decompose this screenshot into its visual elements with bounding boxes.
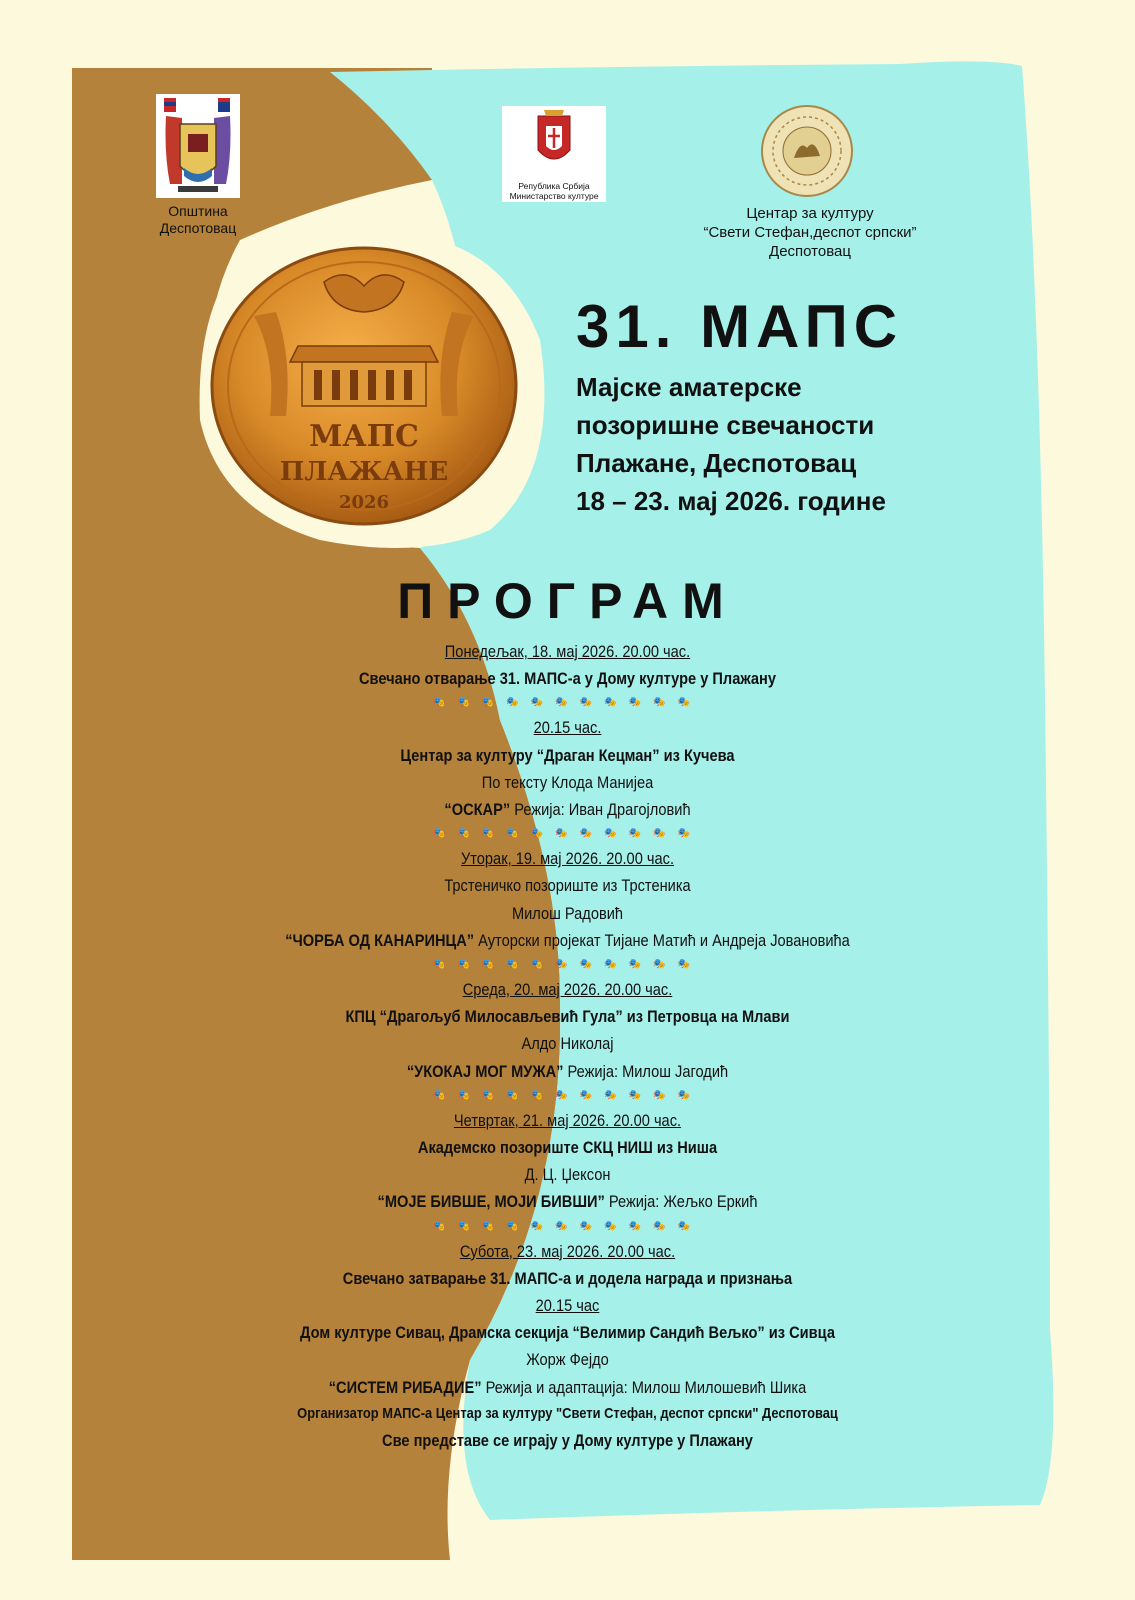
day2-date: Уторак, 19. мај 2026. 20.00 час.: [460, 849, 675, 869]
coin-line-3: 2026: [338, 492, 390, 513]
organizer-note: Организатор МАПС-а Центар за културу "Свети Стефан, деспот српски" Деспотовац: [297, 1404, 838, 1422]
day2-credit: Ауторски пројекат Тијане Матић и Андреја Јовановића: [474, 930, 850, 950]
day1-play-title: “ОСКАР”: [444, 800, 511, 820]
day5-author: Жорж Фејдо: [526, 1350, 609, 1370]
mask-divider: 🎭🎭🎭🎭🎭🎭🎭🎭🎭🎭🎭: [433, 1089, 702, 1101]
day4-play-line: [79, 1188, 1055, 1215]
coin-line-1: МАПС: [309, 419, 419, 454]
festival-title-block: [576, 292, 1016, 520]
day4-troupe: Академско позориште СКЦ НИШ из Ниша: [417, 1138, 718, 1158]
festival-coin-emblem: [206, 246, 526, 536]
municipality-coat-of-arms-icon: [156, 94, 240, 198]
mask-divider: 🎭🎭🎭🎭🎭🎭🎭🎭🎭🎭🎭: [433, 1220, 702, 1232]
page-title: 31. МАПС: [576, 293, 904, 360]
day2-troupe: Трстеничко позориште из Трстеника: [444, 876, 691, 896]
day5-play-title: “СИСТЕМ РИБАДИЕ”: [328, 1377, 482, 1397]
day1-author: По тексту Клода Манијеа: [481, 772, 654, 792]
day1-event: Свечано отварање 31. МАПС-а у Дому културе у Плажану: [358, 669, 776, 689]
day5-time-2: 20.15 час: [535, 1296, 600, 1316]
day1-date: Понедељак, 18. мај 2026. 20.00 час.: [444, 642, 691, 661]
mask-divider: 🎭🎭🎭🎭🎭🎭🎭🎭🎭🎭🎭: [433, 697, 702, 709]
day4-credit: Режија: Жељко Еркић: [604, 1192, 758, 1212]
day3-credit: Режија: Милош Јагодић: [563, 1061, 729, 1081]
day2-play-line: [79, 927, 1055, 954]
day4-play-title: “МОЈЕ БИВШЕ, МОЈИ БИВШИ”: [377, 1192, 605, 1212]
mask-divider: 🎭🎭🎭🎭🎭🎭🎭🎭🎭🎭🎭: [433, 828, 702, 840]
cultural-center-label-line-1: Центар за културу: [746, 205, 874, 222]
ministry-emblem: [502, 106, 606, 202]
day5-troupe: Дом културе Сивац, Драмска секција “Велимир Сандић Вељко” из Сивца: [300, 1323, 835, 1343]
program-heading: ПРОГРАМ: [397, 573, 738, 629]
cultural-center-label: [660, 204, 960, 261]
day5-credit: Режија и адаптација: Милош Милошевић Шика: [481, 1377, 807, 1397]
day3-author: Алдо Николај: [521, 1034, 614, 1054]
subtitle-line-1: Мајске аматерске: [576, 372, 802, 402]
day5-event: Свечано затварање 31. МАПС-а и додела награда и признања: [342, 1268, 793, 1288]
day4-author: Д. Ц. Џексон: [524, 1165, 611, 1185]
day3-play-title: “УКОКАЈ МОГ МУЖА”: [406, 1061, 564, 1081]
festival-dates: 18 – 23. мај 2026. године: [576, 486, 886, 516]
ministry-label: [502, 181, 606, 201]
municipality-label: Општина Деспотовац: [159, 203, 237, 236]
ministry-label-line-2: Министарство културе: [509, 191, 599, 201]
coin-line-2: ПЛАЖАНЕ: [279, 457, 449, 487]
ministry-label-line-1: Република Србија: [518, 181, 590, 191]
venue-note: Све представе се играју у Дому културе у Плажану: [382, 1430, 753, 1450]
cultural-center-label-line-2: “Свети Стефан,деспот српски”: [703, 224, 917, 241]
day3-play-line: [79, 1058, 1055, 1085]
serbia-coat-of-arms-icon: [502, 106, 606, 176]
day1-credit: Режија: Иван Драгојловић: [510, 800, 691, 820]
program-schedule: [0, 638, 1135, 1454]
day1-troupe: Центар за културу “Драган Кецман” из Кучева: [400, 745, 735, 765]
subtitle-line-2: позоришне свечаности: [576, 410, 875, 440]
day1-time-2: 20.15 час.: [533, 718, 602, 738]
cultural-center-label-line-3: Деспотовац: [769, 243, 851, 260]
day5-play-line: [79, 1374, 1055, 1401]
day5-date: Субота, 23. мај 2026. 20.00 час.: [459, 1241, 676, 1261]
day2-play-title: “ЧОРБА ОД КАНАРИНЦА”: [285, 930, 475, 950]
subtitle-line-3: Плажане, Деспотовац: [576, 448, 857, 478]
day2-author: Милош Радовић: [511, 903, 624, 923]
mask-divider: 🎭🎭🎭🎭🎭🎭🎭🎭🎭🎭🎭: [433, 959, 702, 971]
day3-date: Среда, 20. мај 2026. 20.00 час.: [462, 980, 673, 1000]
day1-play-line: [79, 796, 1055, 823]
day4-date: Четвртак, 21. мај 2026. 20.00 час.: [453, 1110, 682, 1130]
day3-troupe: КПЦ “Драгољуб Милосављевић Гула” из Петровца на Млави: [345, 1007, 790, 1027]
cultural-center-seal-icon: [760, 104, 854, 198]
